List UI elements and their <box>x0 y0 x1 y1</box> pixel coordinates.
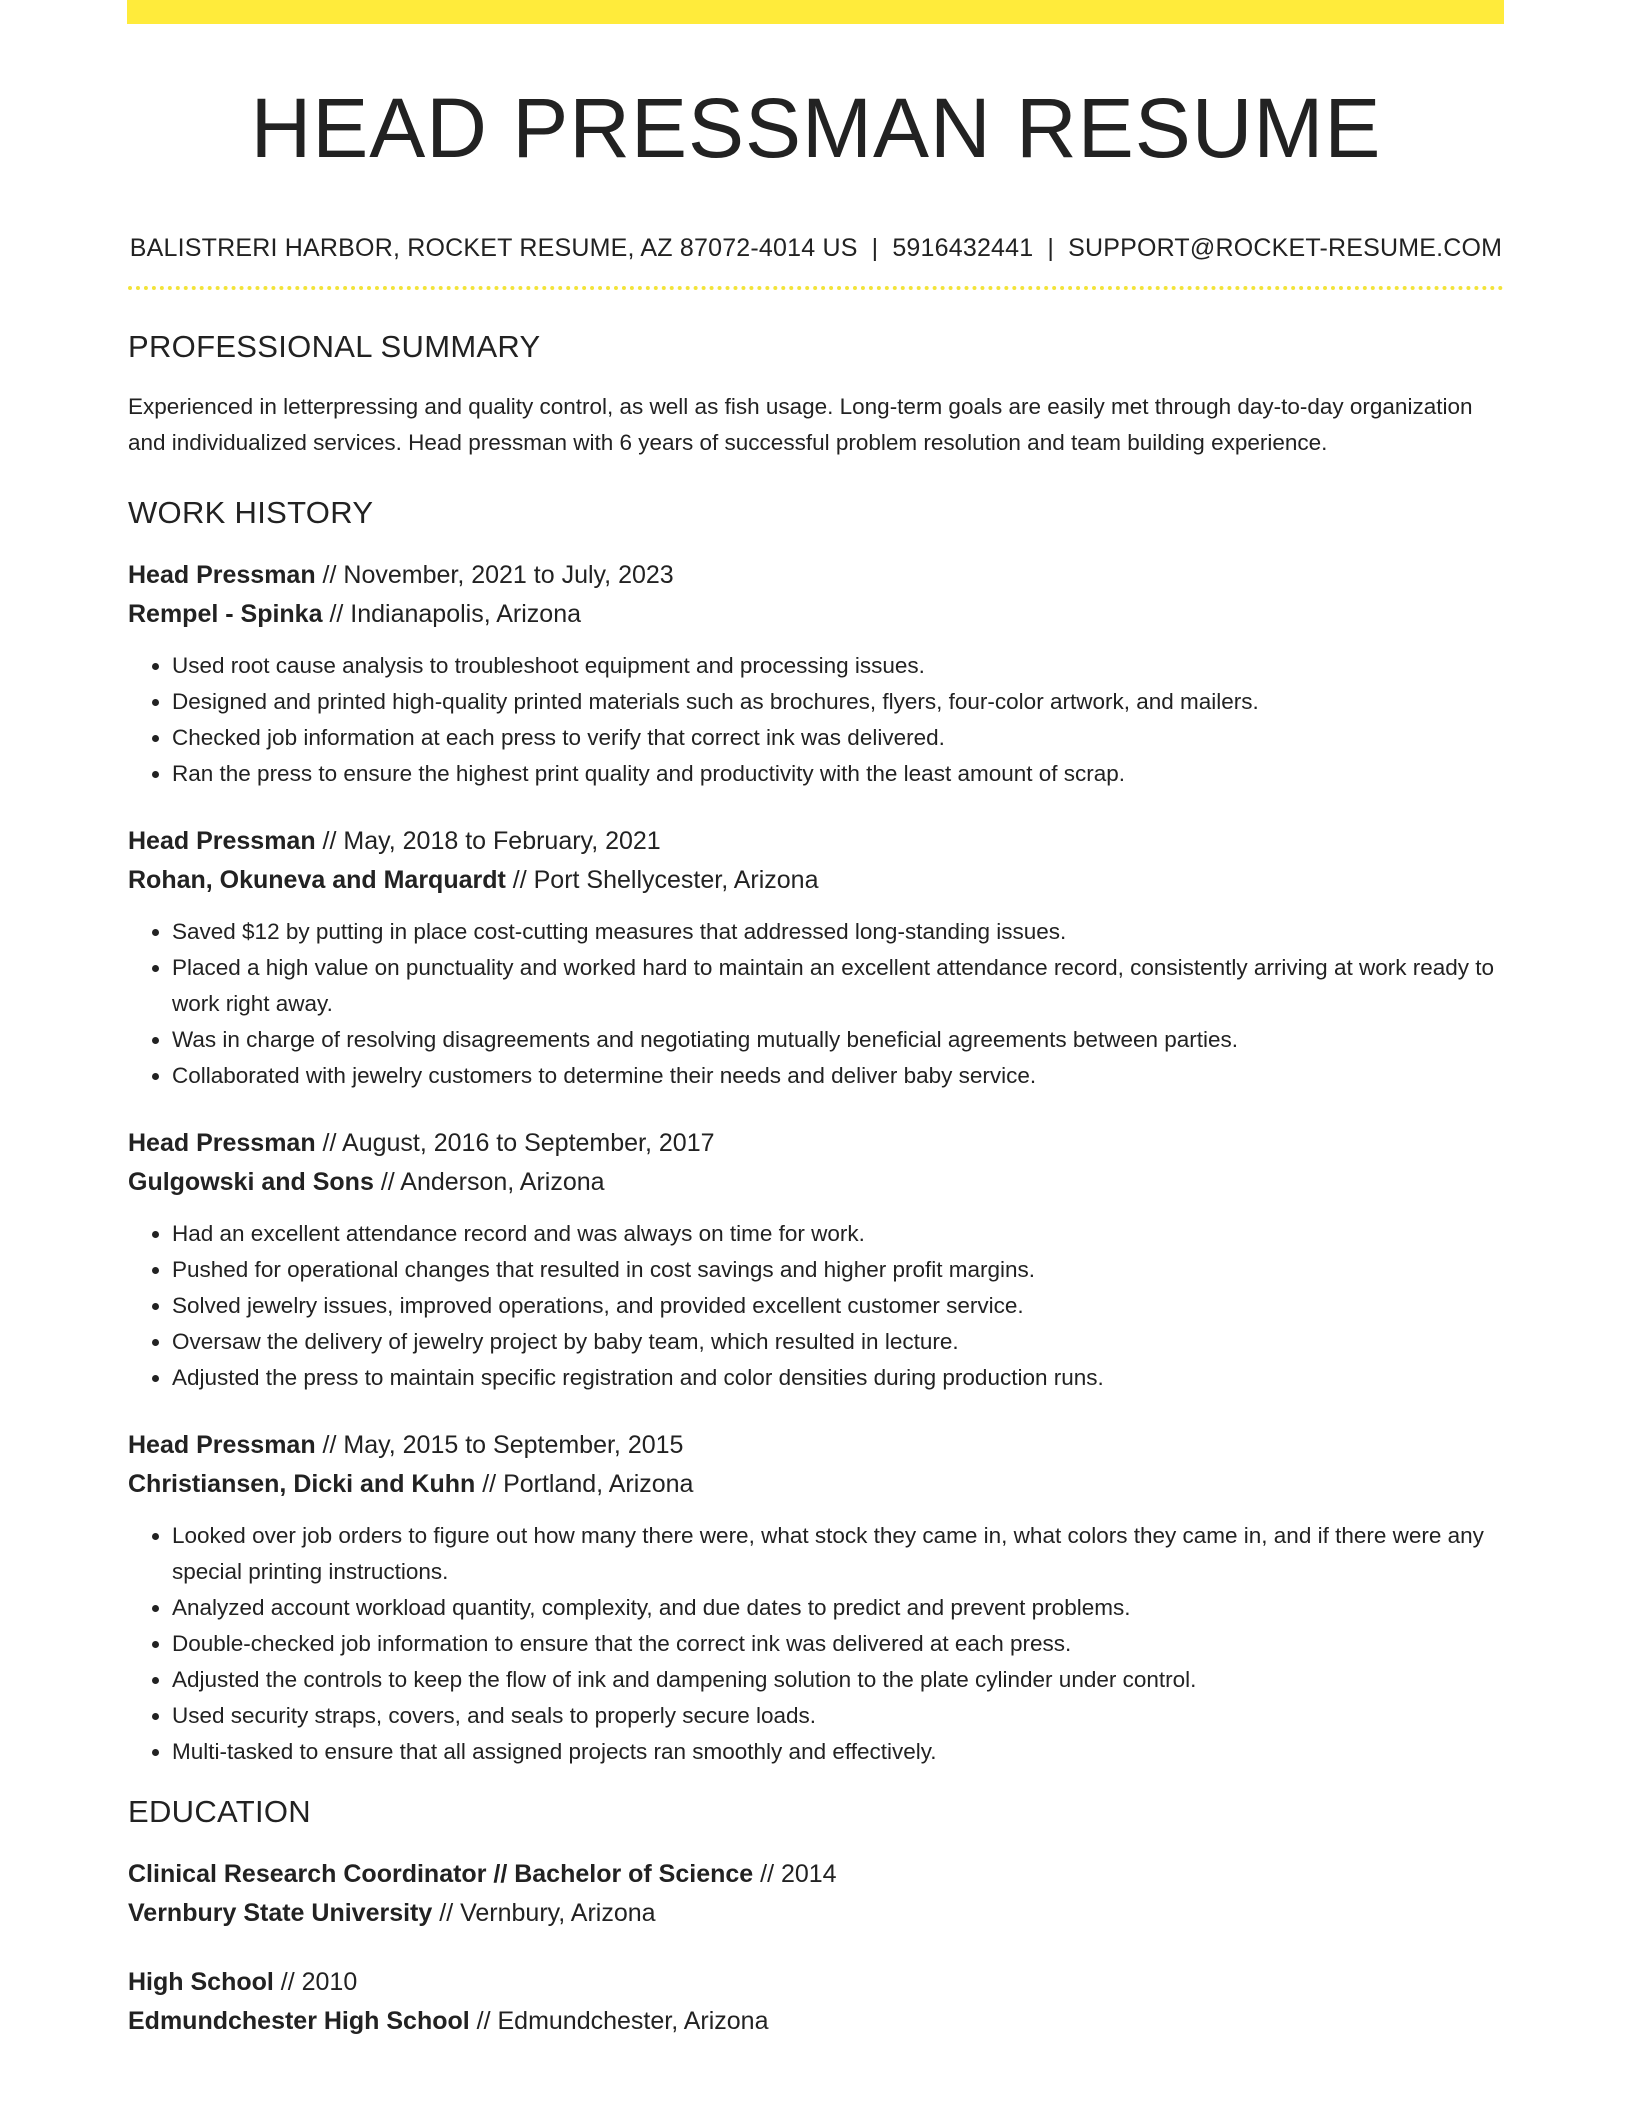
education-heading: EDUCATION <box>128 1794 311 1829</box>
job-bullet: • Solved jewelry issues, improved operations, and provided excellent customer service. <box>172 1288 1504 1324</box>
job-bullet: • Oversaw the delivery of jewelry project by baby team, which resulted in lecture. <box>172 1324 1504 1360</box>
job-dates: // August, 2016 to September, 2017 <box>315 1129 715 1157</box>
job-location: // Anderson, Arizona <box>373 1168 605 1196</box>
job-company: Gulgowski and Sons <box>128 1168 374 1196</box>
edu-location: // Vernbury, Arizona <box>432 1899 656 1927</box>
edu-degree-line <box>128 1963 1504 2002</box>
job-location: // Indianapolis, Arizona <box>322 600 581 628</box>
job-bullet: • Saved $12 by putting in place cost-cutting measures that addressed long-standing issues. <box>172 914 1504 950</box>
job-title-line <box>128 1426 1504 1465</box>
edu-school-line <box>128 1894 1504 1933</box>
edu-school: Edmundchester High School <box>128 2007 470 2035</box>
edu-school-line <box>128 2002 1504 2041</box>
edu-year: // 2010 <box>273 1968 358 1996</box>
job-location: // Portland, Arizona <box>475 1470 694 1498</box>
edu-location: // Edmundchester, Arizona <box>469 2007 769 2035</box>
contact-phone: 5916432441 <box>892 234 1034 262</box>
resume-title: HEAD PRESSMAN RESUME <box>250 81 1382 175</box>
job-company: Rohan, Okuneva and Marquardt <box>128 866 506 894</box>
job-bullet: • Adjusted the controls to keep the flow of ink and dampening solution to the plate cylinder under control. <box>172 1662 1504 1698</box>
job-title: Head Pressman <box>128 561 316 589</box>
job-bullets <box>128 648 1504 792</box>
job-bullets <box>128 1216 1504 1396</box>
job-entry <box>128 1426 1504 1770</box>
edu-degree: Clinical Research Coordinator // Bachelor of Science <box>128 1860 754 1888</box>
contact-email: SUPPORT@ROCKET-RESUME.COM <box>1068 234 1503 262</box>
job-bullets <box>128 914 1504 1094</box>
job-dates: // May, 2015 to September, 2015 <box>315 1431 684 1459</box>
job-dates: // November, 2021 to July, 2023 <box>315 561 674 589</box>
job-bullet: • Double-checked job information to ensure that the correct ink was delivered at each press. <box>172 1626 1504 1662</box>
job-company-line <box>128 1465 1504 1504</box>
job-bullet: • Used security straps, covers, and seals to properly secure loads. <box>172 1698 1504 1734</box>
job-title: Head Pressman <box>128 1431 316 1459</box>
job-bullet: • Adjusted the press to maintain specific registration and color densities during production runs. <box>172 1360 1504 1396</box>
job-bullet: • Checked job information at each press to verify that correct ink was delivered. <box>172 720 1504 756</box>
job-title-line <box>128 556 1504 595</box>
job-bullet: • Was in charge of resolving disagreements and negotiating mutually beneficial agreements between parties. <box>172 1022 1504 1058</box>
job-company-line <box>128 861 1504 900</box>
job-bullet: • Multi-tasked to ensure that all assigned projects ran smoothly and effectively. <box>172 1734 1504 1770</box>
edu-degree: High School <box>128 1968 274 1996</box>
job-bullet: • Looked over job orders to figure out how many there were, what stock they came in, what colors they came in, and if there were any special printing instructions. <box>172 1518 1504 1590</box>
contact-line <box>128 232 1504 264</box>
job-company-line <box>128 1163 1504 1202</box>
work-history-heading: WORK HISTORY <box>128 495 374 530</box>
job-company: Rempel - Spinka <box>128 600 323 628</box>
job-bullet: • Used root cause analysis to troubleshoot equipment and processing issues. <box>172 648 1504 684</box>
job-company-line <box>128 595 1504 634</box>
dotted-divider <box>128 286 1504 290</box>
summary-heading: PROFESSIONAL SUMMARY <box>128 329 541 364</box>
job-entry <box>128 822 1504 1094</box>
job-entry <box>128 556 1504 792</box>
summary-text: Experienced in letterpressing and quality control, as well as fish usage. Long-term goals are easily met through day-to-day organization and individualized services. Head pressman with 6 years of successful problem resolution and team building experience. <box>128 394 1473 455</box>
contact-separator: | <box>871 234 879 262</box>
job-bullet: • Collaborated with jewelry customers to determine their needs and deliver baby service. <box>172 1058 1504 1094</box>
edu-year: // 2014 <box>753 1860 837 1888</box>
job-dates: // May, 2018 to February, 2021 <box>315 827 661 855</box>
job-bullet: • Analyzed account workload quantity, complexity, and due dates to predict and prevent problems. <box>172 1590 1504 1626</box>
job-location: // Port Shellycester, Arizona <box>505 866 819 894</box>
job-bullets <box>128 1518 1504 1770</box>
job-title: Head Pressman <box>128 827 316 855</box>
edu-degree-line <box>128 1855 1504 1894</box>
resume-page <box>128 0 1504 2041</box>
contact-address: BALISTRERI HARBOR, ROCKET RESUME, AZ 87072-4014 US <box>129 234 858 262</box>
education-entry <box>128 1963 1504 2041</box>
job-bullet: • Designed and printed high-quality printed materials such as brochures, flyers, four-color artwork, and mailers. <box>172 684 1504 720</box>
job-bullet: • Ran the press to ensure the highest print quality and productivity with the least amount of scrap. <box>172 756 1504 792</box>
job-company: Christiansen, Dicki and Kuhn <box>128 1470 476 1498</box>
education-entry <box>128 1855 1504 1933</box>
job-bullet: • Placed a high value on punctuality and worked hard to maintain an excellent attendance record, consistently arriving at work ready to work right away. <box>172 950 1504 1022</box>
job-bullet: • Pushed for operational changes that resulted in cost savings and higher profit margins. <box>172 1252 1504 1288</box>
job-entry <box>128 1124 1504 1396</box>
edu-school: Vernbury State University <box>128 1899 433 1927</box>
job-title-line <box>128 822 1504 861</box>
job-bullet: • Had an excellent attendance record and was always on time for work. <box>172 1216 1504 1252</box>
contact-separator: | <box>1047 234 1055 262</box>
job-title: Head Pressman <box>128 1129 316 1157</box>
job-title-line <box>128 1124 1504 1163</box>
